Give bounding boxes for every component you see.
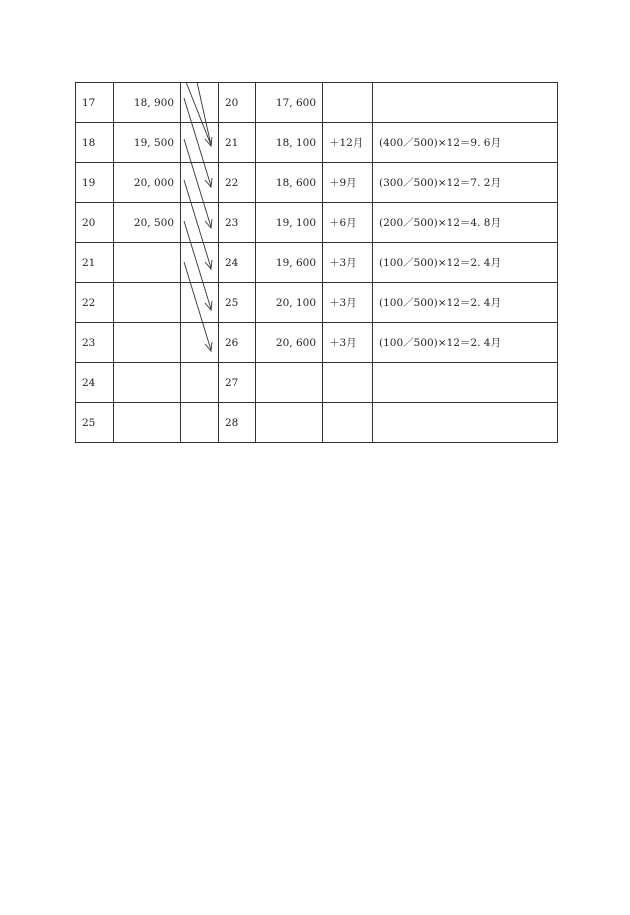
month-difference-cell: ＋9月 <box>323 163 373 203</box>
age-cell: 20 <box>76 203 114 243</box>
shifted-age-cell: 28 <box>219 403 256 443</box>
table-row <box>76 123 558 163</box>
shifted-age-cell: 25 <box>219 283 256 323</box>
shifted-wage-cell: 20, 100 <box>256 283 323 323</box>
calculation-cell: (200／500)×12＝4. 8月 <box>373 203 558 243</box>
month-difference-cell <box>323 403 373 443</box>
arrow-cell <box>181 203 219 243</box>
shifted-wage-cell: 20, 600 <box>256 323 323 363</box>
calculation-cell: (100／500)×12＝2. 4月 <box>373 243 558 283</box>
age-cell: 23 <box>76 323 114 363</box>
wage-comparison-table <box>75 82 558 443</box>
shifted-age-cell: 26 <box>219 323 256 363</box>
age-cell: 19 <box>76 163 114 203</box>
table-row <box>76 243 558 283</box>
month-difference-cell <box>323 83 373 123</box>
calculation-cell: (100／500)×12＝2. 4月 <box>373 283 558 323</box>
shifted-wage-cell: 17, 600 <box>256 83 323 123</box>
wage-cell: 20, 500 <box>114 203 181 243</box>
shifted-age-cell: 20 <box>219 83 256 123</box>
shifted-age-cell: 21 <box>219 123 256 163</box>
age-cell: 25 <box>76 403 114 443</box>
calculation-cell <box>373 83 558 123</box>
wage-cell: 18, 900 <box>114 83 181 123</box>
month-difference-cell: ＋12月 <box>323 123 373 163</box>
table-row <box>76 163 558 203</box>
shifted-wage-cell: 19, 600 <box>256 243 323 283</box>
table-row <box>76 283 558 323</box>
calculation-cell: (100／500)×12＝2. 4月 <box>373 323 558 363</box>
calculation-cell: (400／500)×12＝9. 6月 <box>373 123 558 163</box>
shifted-age-cell: 23 <box>219 203 256 243</box>
shifted-wage-cell: 18, 100 <box>256 123 323 163</box>
month-difference-cell: ＋3月 <box>323 283 373 323</box>
month-difference-cell <box>323 363 373 403</box>
age-cell: 18 <box>76 123 114 163</box>
table-row <box>76 403 558 443</box>
calculation-cell: (300／500)×12＝7. 2月 <box>373 163 558 203</box>
wage-cell <box>114 243 181 283</box>
table-row <box>76 323 558 363</box>
shifted-wage-cell <box>256 403 323 443</box>
shifted-wage-cell <box>256 363 323 403</box>
calculation-cell <box>373 363 558 403</box>
arrow-cell <box>181 83 219 123</box>
shifted-age-cell: 24 <box>219 243 256 283</box>
arrow-cell <box>181 363 219 403</box>
age-cell: 17 <box>76 83 114 123</box>
wage-cell <box>114 403 181 443</box>
shifted-age-cell: 22 <box>219 163 256 203</box>
arrow-cell <box>181 323 219 363</box>
table-row <box>76 203 558 243</box>
arrow-cell <box>181 123 219 163</box>
age-cell: 21 <box>76 243 114 283</box>
month-difference-cell: ＋3月 <box>323 323 373 363</box>
wage-cell: 20, 000 <box>114 163 181 203</box>
wage-cell: 19, 500 <box>114 123 181 163</box>
wage-cell <box>114 323 181 363</box>
shifted-wage-cell: 19, 100 <box>256 203 323 243</box>
age-cell: 24 <box>76 363 114 403</box>
arrow-cell <box>181 243 219 283</box>
arrow-cell <box>181 283 219 323</box>
table-row <box>76 83 558 123</box>
month-difference-cell: ＋3月 <box>323 243 373 283</box>
arrow-cell <box>181 403 219 443</box>
month-difference-cell: ＋6月 <box>323 203 373 243</box>
arrow-cell <box>181 163 219 203</box>
age-cell: 22 <box>76 283 114 323</box>
wage-cell <box>114 283 181 323</box>
shifted-age-cell: 27 <box>219 363 256 403</box>
calculation-cell <box>373 403 558 443</box>
wage-cell <box>114 363 181 403</box>
shifted-wage-cell: 18, 600 <box>256 163 323 203</box>
table-row <box>76 363 558 403</box>
